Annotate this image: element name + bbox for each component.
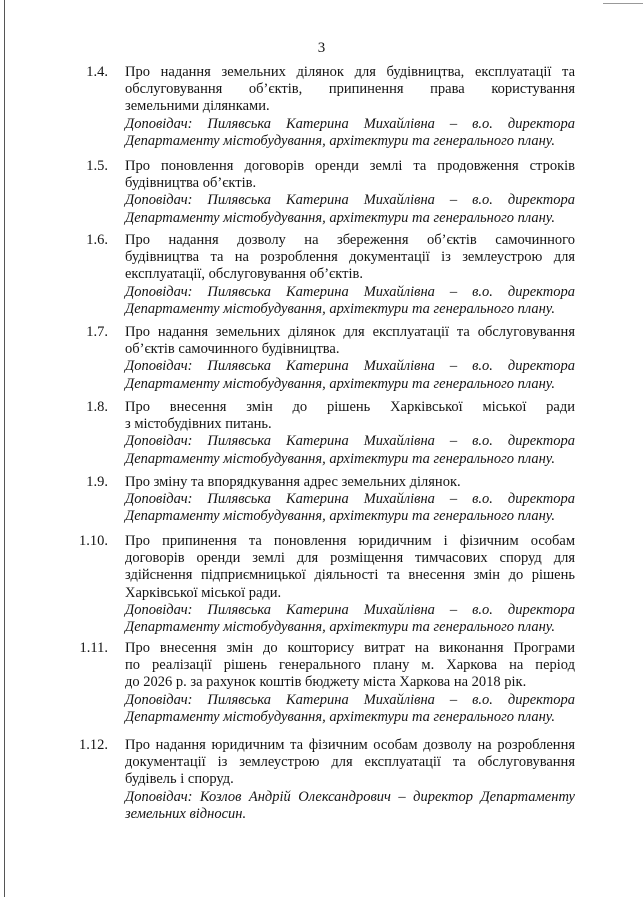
item-number: 1.9. — [86, 474, 108, 490]
rapporteur-line: Департаменту містобудування, архітектури та генерального плану. — [125, 209, 555, 226]
rapporteur-line: Департаменту містобудування, архітектури та генерального плану. — [125, 619, 555, 636]
item-title-line: документації із землеустрою для експлуатації та обслуговування — [125, 754, 575, 771]
item-number: 1.12. — [79, 737, 108, 753]
scan-edge — [4, 0, 5, 897]
item-title-line: здійснення підприємницької діяльності та внесення змін до рішень — [125, 567, 575, 584]
item-title-line: Про поновлення договорів оренди землі та продовження строків — [125, 158, 575, 174]
rapporteur-line: Департаменту містобудування, архітектури та генерального плану. — [125, 508, 555, 525]
item-body — [125, 158, 575, 227]
item-body — [125, 737, 575, 823]
item-number: 1.11. — [79, 640, 108, 656]
item-body — [125, 324, 575, 393]
rapporteur-line: Доповідач: Пилявська Катерина Михайлівна – в.о. директора — [125, 358, 575, 375]
rapporteur-line: Департаменту містобудування, архітектури та генерального плану. — [125, 450, 555, 467]
scan-mark — [603, 3, 643, 4]
rapporteur-line: Доповідач: Пилявська Катерина Михайлівна – в.о. директора — [125, 283, 575, 300]
item-title-line: з містобудівних питань. — [125, 416, 272, 433]
item-title-line: обслуговування об’єктів, припинення права користування — [125, 81, 575, 98]
item-body — [125, 232, 575, 318]
rapporteur-line: Департаменту містобудування, архітектури та генерального плану. — [125, 300, 555, 317]
rapporteur-line: Департаменту містобудування, архітектури та генерального плану. — [125, 375, 555, 392]
item-title-line: будівництва об’єктів. — [125, 175, 257, 192]
item-title-line: Про припинення та поновлення юридичним і фізичним особам — [125, 533, 575, 549]
item-title-line: Харківської міської ради. — [125, 584, 282, 601]
item-title-line: до 2026 р. за рахунок коштів бюджету міста Харкова на 2018 рік. — [125, 674, 527, 691]
rapporteur-line: Доповідач: Пилявська Катерина Михайлівна – в.о. директора — [125, 691, 575, 708]
item-body — [125, 533, 575, 636]
rapporteur-line: Доповідач: Пилявська Катерина Михайлівна – в.о. директора — [125, 433, 575, 450]
item-title-line: об’єктів самочинного будівництва. — [125, 341, 340, 358]
rapporteur-line: Департаменту містобудування, архітектури та генерального плану. — [125, 132, 555, 149]
page-number: 3 — [317, 40, 326, 56]
item-number: 1.5. — [86, 158, 108, 174]
item-title-line: Про надання земельних ділянок для будівництва, експлуатації та — [125, 64, 575, 80]
item-number: 1.7. — [86, 324, 108, 340]
item-title-line: Про надання земельних ділянок для експлуатації та обслуговування — [125, 324, 575, 340]
rapporteur-line: Доповідач: Пилявська Катерина Михайлівна – в.о. директора — [125, 491, 575, 508]
item-body — [125, 399, 575, 468]
rapporteur-line: Доповідач: Пилявська Катерина Михайлівна – в.о. директора — [125, 601, 575, 618]
rapporteur-line: Доповідач: Пилявська Катерина Михайлівна – в.о. директора — [125, 192, 575, 209]
item-title-line: будівництва та на розроблення документації із землеустрою для — [125, 249, 575, 266]
item-number: 1.8. — [86, 399, 108, 415]
item-title-line: будівель і споруд. — [125, 771, 234, 788]
item-title-line: договорів оренди землі для розміщення тимчасових споруд для — [125, 550, 575, 567]
item-title-line: експлуатації, обслуговування об’єктів. — [125, 266, 363, 283]
item-body — [125, 64, 575, 150]
item-title-line: по реалізації рішень генерального плану м. Харкова на період — [125, 657, 575, 674]
item-body — [125, 640, 575, 726]
item-number: 1.10. — [79, 533, 108, 549]
rapporteur-line: земельних відносин. — [125, 805, 247, 822]
item-number: 1.4. — [86, 64, 108, 80]
item-title-line: Про внесення змін до кошторису витрат на виконання Програми — [125, 640, 575, 656]
rapporteur-line: Доповідач: Пилявська Катерина Михайлівна – в.о. директора — [125, 115, 575, 132]
item-title-line: Про зміну та впорядкування адрес земельних ділянок. — [125, 474, 461, 490]
item-title-line: земельними ділянками. — [125, 98, 270, 115]
item-title-line: Про внесення змін до рішень Харківської міської ради — [125, 399, 575, 415]
rapporteur-line: Департаменту містобудування, архітектури та генерального плану. — [125, 708, 555, 725]
rapporteur-line: Доповідач: Козлов Андрій Олександрович – директор Департаменту — [125, 788, 575, 805]
item-title-line: Про надання дозволу на збереження об’єктів самочинного — [125, 232, 575, 248]
item-title-line: Про надання юридичним та фізичним особам дозволу на розроблення — [125, 737, 575, 753]
item-body — [125, 474, 575, 526]
item-number: 1.6. — [86, 232, 108, 248]
